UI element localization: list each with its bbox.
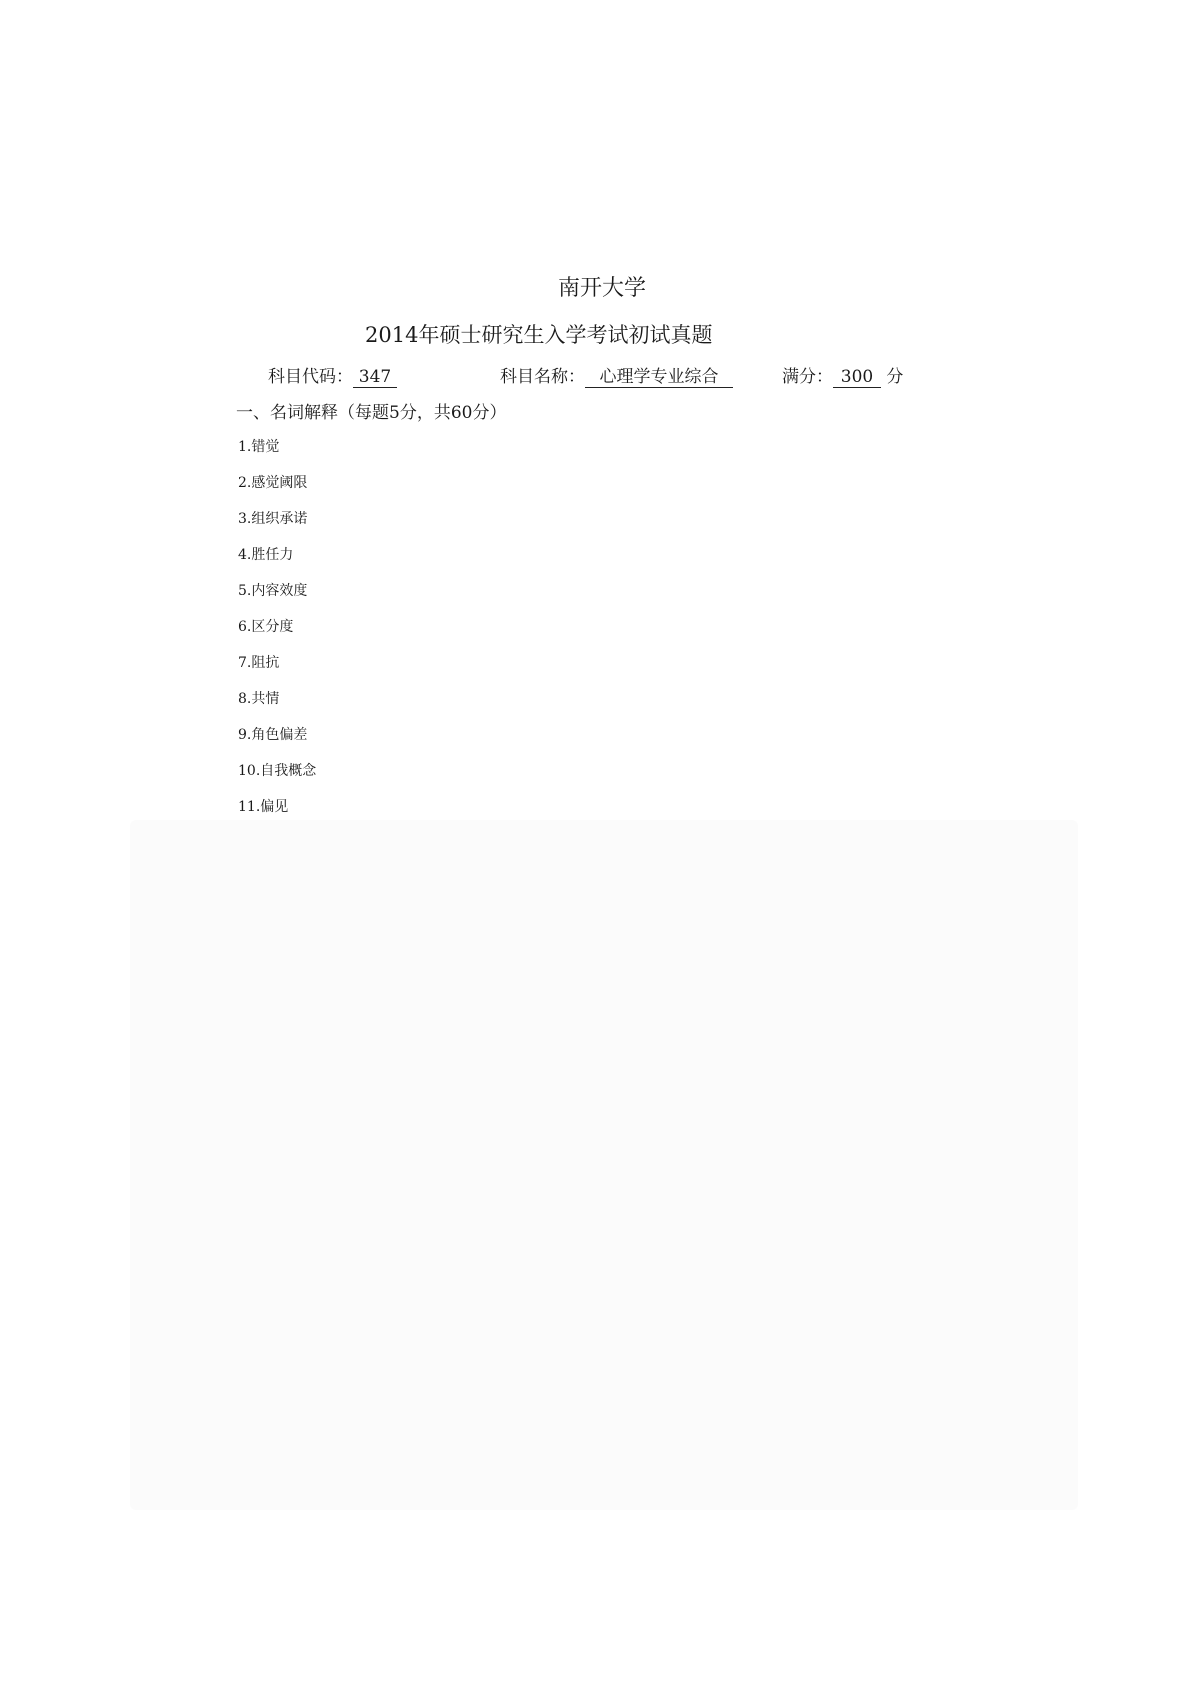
list-item: 1.错觉 — [238, 439, 280, 455]
subject-code — [268, 364, 397, 390]
section-heading: 一、名词解释（每题5分，共60分） — [236, 403, 507, 423]
subject-name-label: 科目名称： — [500, 367, 585, 387]
list-item: 5.内容效度 — [238, 583, 308, 599]
exam-title: 2014年硕士研究生入学考试初试真题 — [365, 323, 713, 347]
full-score-value: 300 — [833, 367, 881, 388]
list-item: 3.组织承诺 — [238, 511, 308, 527]
list-item: 10.自我概念 — [238, 763, 317, 779]
subject-name — [500, 364, 733, 390]
list-item: 7.阻抗 — [238, 655, 280, 671]
subject-name-value: 心理学专业综合 — [585, 367, 733, 388]
list-item: 2.感觉阈限 — [238, 475, 308, 491]
list-item: 11.偏见 — [238, 799, 289, 815]
list-item: 4.胜任力 — [238, 547, 294, 563]
full-score-unit: 分 — [886, 367, 904, 387]
term-list — [238, 436, 316, 832]
subject-code-value: 347 — [353, 367, 397, 388]
full-score-label: 满分： — [782, 367, 833, 387]
scan-background-area — [130, 820, 1078, 1510]
university-name: 南开大学 — [557, 276, 646, 301]
list-item: 8.共情 — [238, 691, 280, 707]
full-score — [782, 364, 903, 390]
list-item: 9.角色偏差 — [238, 727, 308, 743]
list-item: 6.区分度 — [238, 619, 294, 635]
subject-code-label: 科目代码： — [268, 367, 353, 387]
